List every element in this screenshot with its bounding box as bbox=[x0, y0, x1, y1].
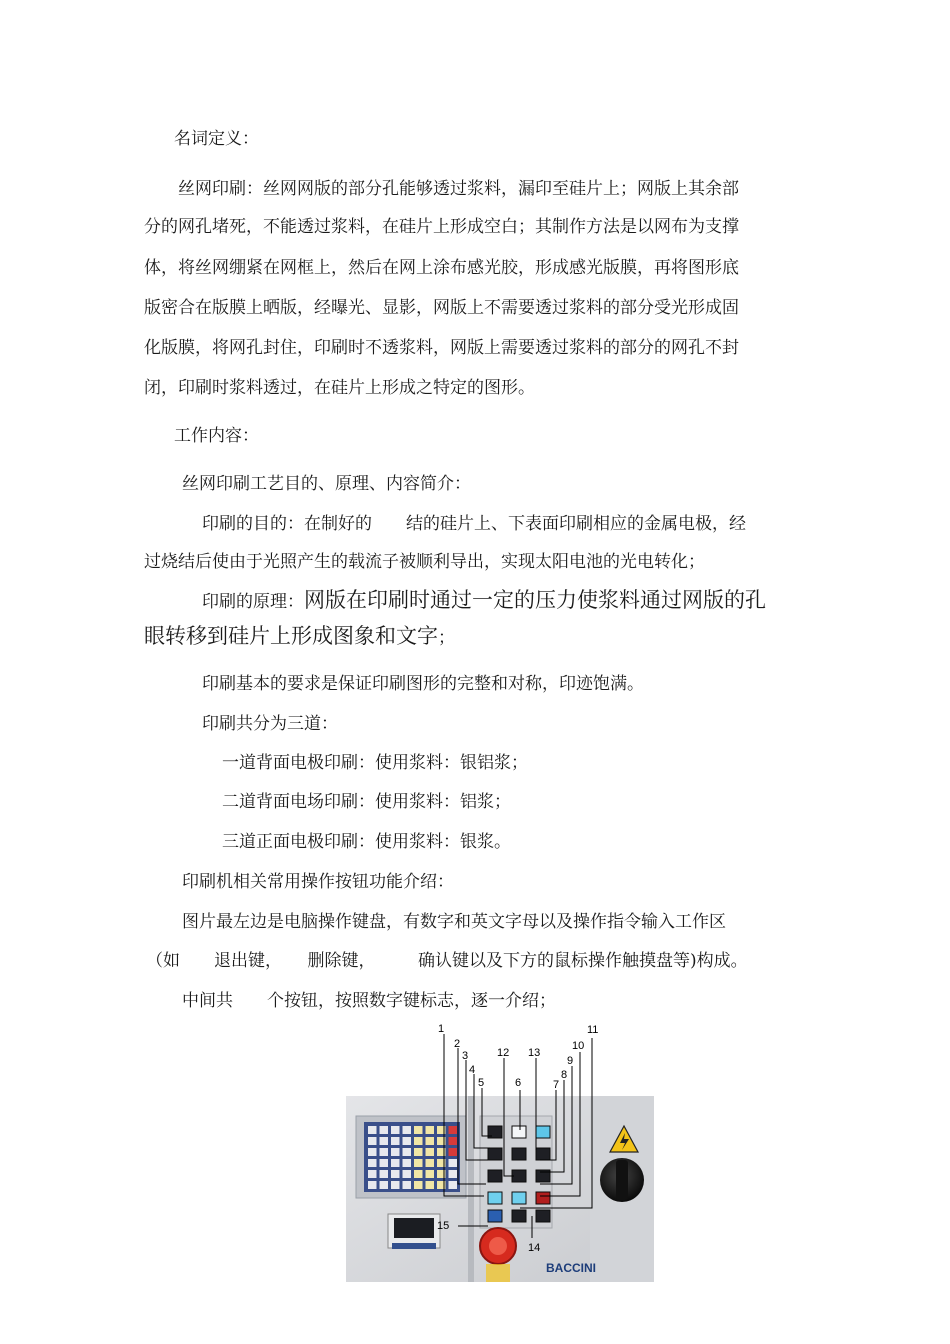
work-heading: 工作内容： bbox=[174, 426, 259, 446]
definition-line: 分的网孔堵死，不能透过浆料，在硅片上形成空白；其制作方法是以网布为支撑 bbox=[144, 217, 739, 237]
leader-7 bbox=[540, 1090, 556, 1160]
callout-number: 4 bbox=[469, 1064, 476, 1076]
pass-item: 三道正面电极印刷：使用浆料：银浆。 bbox=[222, 832, 511, 852]
callout-number: 2 bbox=[454, 1038, 461, 1050]
definition-line: 化版膜，将网孔封住，印刷时不透浆料，网版上需要透过浆料的部分的网孔不封 bbox=[144, 338, 739, 358]
callout-number: 14 bbox=[528, 1242, 541, 1254]
callout-number: 7 bbox=[553, 1079, 560, 1091]
leader-8 bbox=[540, 1080, 564, 1172]
pass-item: 一道背面电极印刷：使用浆料：银铝浆； bbox=[222, 753, 528, 773]
leader-10 bbox=[540, 1052, 580, 1196]
definition-line: 版密合在版膜上晒版，经曝光、显影，网版上不需要透过浆料的部分受光形成固 bbox=[144, 298, 739, 318]
brand-logo: BACCINI bbox=[546, 1261, 596, 1275]
leader-5 bbox=[482, 1088, 492, 1136]
leader-12 bbox=[504, 1058, 514, 1176]
callout-number: 11 bbox=[587, 1024, 599, 1036]
middle-line: 中间共 个按钮，按照数字键标志，逐一介绍； bbox=[182, 991, 556, 1011]
definition-line: 体，将丝网绷紧在网框上，然后在网上涂布感光胶，形成感光版膜，再将图形底 bbox=[144, 258, 739, 278]
purpose-line: 印刷的目的：在制好的 结的硅片上、下表面印刷相应的金属电极，经 bbox=[202, 514, 746, 534]
pass-item: 二道背面电场印刷：使用浆料：铝浆； bbox=[222, 792, 511, 812]
callout-number: 6 bbox=[515, 1077, 522, 1089]
keyboard-line: （如 退出键， 删除键， 确认键以及下方的鼠标操作触摸盘等)构成。 bbox=[146, 951, 748, 971]
principle-text: 网版在印刷时通过一定的压力使浆料通过网版的孔 bbox=[304, 588, 766, 612]
principle-text: 眼转移到硅片上形成图象和文字 bbox=[144, 624, 438, 648]
callout-number: 15 bbox=[437, 1220, 450, 1232]
definition-line: 丝网印刷：丝网网版的部分孔能够透过浆料，漏印至硅片上；网版上其余部 bbox=[178, 179, 739, 199]
callout-number: 8 bbox=[561, 1069, 568, 1081]
callout-number: 9 bbox=[567, 1055, 574, 1067]
three-passes: 印刷共分为三道： bbox=[202, 714, 338, 734]
basic-requirement: 印刷基本的要求是保证印刷图形的完整和对称，印迹饱满。 bbox=[202, 674, 644, 694]
intro-heading: 丝网印刷工艺目的、原理、内容简介： bbox=[182, 474, 471, 494]
principle-label: 印刷的原理： bbox=[202, 592, 304, 612]
callout-number: 12 bbox=[497, 1047, 510, 1059]
definition-line: 闭，印刷时浆料透过，在硅片上形成之特定的图形。 bbox=[144, 378, 535, 398]
callout-number: 13 bbox=[528, 1047, 541, 1059]
keyboard-line: 图片最左边是电脑操作键盘，有数字和英文字母以及操作指令输入工作区 bbox=[182, 912, 726, 932]
callout-number: 1 bbox=[438, 1023, 445, 1035]
definitions-heading: 名词定义： bbox=[174, 129, 259, 149]
buttons-heading: 印刷机相关常用操作按钮功能介绍： bbox=[182, 872, 454, 892]
callout-number: 5 bbox=[478, 1077, 485, 1089]
purpose-line: 过烧结后使由于光照产生的载流子被顺利导出，实现太阳电池的光电转化； bbox=[144, 552, 705, 572]
principle-end: ； bbox=[438, 628, 455, 648]
callout-number: 10 bbox=[572, 1040, 585, 1052]
callout-number: 3 bbox=[462, 1050, 469, 1062]
